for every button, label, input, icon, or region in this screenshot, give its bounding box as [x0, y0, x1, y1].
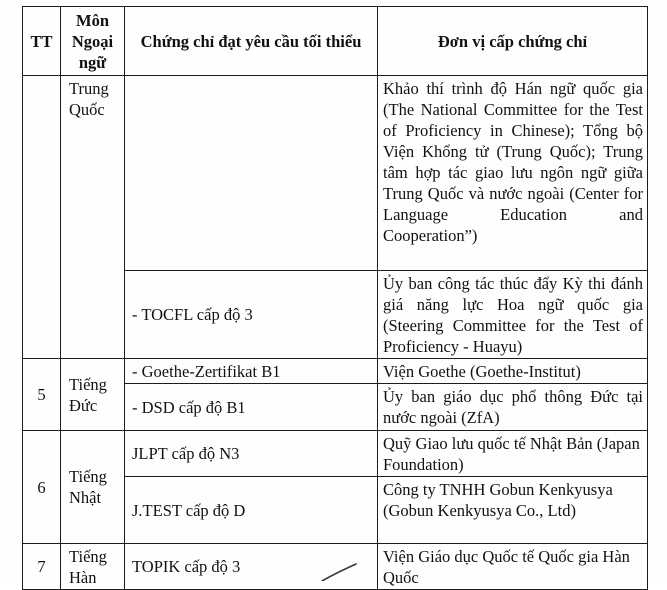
cell-tt-5: 5	[23, 359, 61, 431]
cell-issuer-jlpt: Quỹ Giao lưu quốc tế Nhật Bản (Japan Foundation)	[378, 431, 648, 477]
cell-tt-china	[23, 76, 61, 359]
cell-certificate-topik: TOPIK cấp độ 3	[125, 544, 378, 590]
header-subject: Môn Ngoại ngữ	[61, 7, 125, 76]
cell-subject-korean: Tiếng Hàn	[61, 544, 125, 590]
header-issuer: Đơn vị cấp chứng chỉ	[378, 7, 648, 76]
cell-certificate-jlpt: JLPT cấp độ N3	[125, 431, 378, 477]
table-row	[23, 544, 648, 590]
table-row	[23, 431, 648, 477]
cell-tt-6: 6	[23, 431, 61, 544]
cell-certificate-jtest: J.TEST cấp độ D	[125, 477, 378, 544]
cell-certificate-goethe: - Goethe-Zertifikat B1	[125, 359, 378, 384]
certificates-table	[22, 6, 648, 590]
cell-certificate-dsd: - DSD cấp độ B1	[125, 384, 378, 431]
cell-subject-china: Trung Quốc	[61, 76, 125, 359]
cell-issuer-goethe: Viện Goethe (Goethe-Institut)	[378, 359, 648, 384]
cell-subject-german: Tiếng Đức	[61, 359, 125, 431]
cell-issuer-jtest: Công ty TNHH Gobun Kenkyusya (Gobun Kenkyusya Co., Ltd)	[378, 477, 648, 544]
header-tt: TT	[23, 7, 61, 76]
table-row	[23, 359, 648, 384]
table-row	[23, 76, 648, 271]
cell-issuer-topik: Viện Giáo dục Quốc tế Quốc gia Hàn Quốc	[378, 544, 648, 590]
cell-certificate-china-hsk	[125, 76, 378, 271]
cell-issuer-dsd: Ủy ban giáo dục phổ thông Đức tại nước ngoài (ZfA)	[378, 384, 648, 431]
header-certificate: Chứng chỉ đạt yêu cầu tối thiểu	[125, 7, 378, 76]
cell-certificate-tocfl: - TOCFL cấp độ 3	[125, 271, 378, 359]
cell-issuer-china-hsk: Khảo thí trình độ Hán ngữ quốc gia (The National Committee for the Test of Proficiency in Chinese); Tổng bộ Viện Khổng tử (Trung Quốc); Trung tâm hợp tác giao lưu ngôn ngữ giữa Trung Quốc và nước ngoài (Center for Language Education and Cooperation”)	[378, 76, 648, 271]
table-header-row	[23, 7, 648, 76]
cell-subject-japanese: Tiếng Nhật	[61, 431, 125, 544]
cell-tt-7: 7	[23, 544, 61, 590]
cell-issuer-tocfl: Ủy ban công tác thúc đẩy Kỳ thi đánh giá năng lực Hoa ngữ quốc gia (Steering Committee for the Test of Proficiency - Huayu)	[378, 271, 648, 359]
